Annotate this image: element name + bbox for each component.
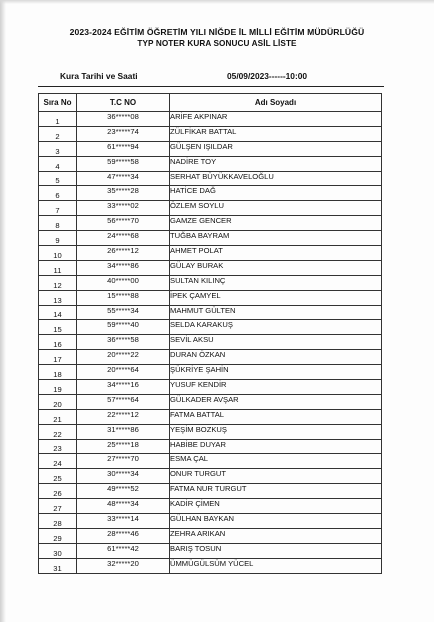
cell-tc-no: 32*****20	[77, 558, 170, 573]
cell-tc-no: 24*****68	[77, 231, 170, 246]
cell-sira-no: 15	[39, 320, 77, 335]
cell-tc-no: 35*****28	[77, 186, 170, 201]
header-tc-no: T.C NO	[77, 94, 170, 112]
cell-tc-no: 61*****94	[77, 141, 170, 156]
table-row	[39, 380, 382, 395]
cell-tc-no: 25*****18	[77, 439, 170, 454]
cell-sira-no: 9	[39, 231, 77, 246]
cell-tc-no: 28*****46	[77, 528, 170, 543]
table-header-row	[39, 94, 382, 112]
header-adi-soyadi: Adı Soyadı	[170, 94, 382, 112]
table-row	[39, 454, 382, 469]
cell-adi-soyadi: ZEHRA ARIKAN	[170, 528, 382, 543]
cell-sira-no: 25	[39, 469, 77, 484]
cell-sira-no: 28	[39, 514, 77, 529]
table-row	[39, 394, 382, 409]
cell-tc-no: 27*****70	[77, 454, 170, 469]
cell-sira-no: 29	[39, 528, 77, 543]
cell-tc-no: 20*****22	[77, 350, 170, 365]
table-row	[39, 112, 382, 127]
table-row	[39, 350, 382, 365]
cell-tc-no: 57*****64	[77, 394, 170, 409]
cell-tc-no: 49*****52	[77, 484, 170, 499]
cell-adi-soyadi: İPEK ÇAMYEL	[170, 290, 382, 305]
table-row	[39, 499, 382, 514]
cell-sira-no: 27	[39, 499, 77, 514]
table-row	[39, 275, 382, 290]
cell-sira-no: 3	[39, 141, 77, 156]
table-row	[39, 543, 382, 558]
cell-adi-soyadi: GÜLAY BURAK	[170, 260, 382, 275]
table-row	[39, 409, 382, 424]
cell-adi-soyadi: SULTAN KILINÇ	[170, 275, 382, 290]
cell-adi-soyadi: MAHMUT GÜLTEN	[170, 305, 382, 320]
cell-sira-no: 21	[39, 409, 77, 424]
header-sira-no: Sıra No	[39, 94, 77, 112]
cell-adi-soyadi: ONUR TURGUT	[170, 469, 382, 484]
cell-adi-soyadi: ESMA ÇAL	[170, 454, 382, 469]
cell-adi-soyadi: FATMA NUR TURGUT	[170, 484, 382, 499]
kura-divider	[38, 86, 384, 87]
cell-tc-no: 22*****12	[77, 409, 170, 424]
cell-sira-no: 31	[39, 558, 77, 573]
table-row	[39, 439, 382, 454]
cell-adi-soyadi: HABİBE DUYAR	[170, 439, 382, 454]
table-row	[39, 141, 382, 156]
cell-sira-no: 17	[39, 350, 77, 365]
cell-tc-no: 40*****00	[77, 275, 170, 290]
cell-tc-no: 33*****02	[77, 201, 170, 216]
table-row	[39, 260, 382, 275]
cell-adi-soyadi: ŞÜKRİYE ŞAHİN	[170, 365, 382, 380]
cell-tc-no: 55*****34	[77, 305, 170, 320]
cell-sira-no: 11	[39, 260, 77, 275]
table-row	[39, 320, 382, 335]
cell-tc-no: 26*****12	[77, 246, 170, 261]
cell-sira-no: 19	[39, 380, 77, 395]
cell-sira-no: 1	[39, 112, 77, 127]
table-row	[39, 171, 382, 186]
cell-tc-no: 31*****86	[77, 424, 170, 439]
cell-sira-no: 22	[39, 424, 77, 439]
cell-tc-no: 56*****70	[77, 216, 170, 231]
cell-sira-no: 26	[39, 484, 77, 499]
cell-tc-no: 33*****14	[77, 514, 170, 529]
cell-adi-soyadi: AHMET POLAT	[170, 246, 382, 261]
cell-tc-no: 61*****42	[77, 543, 170, 558]
cell-sira-no: 7	[39, 201, 77, 216]
cell-sira-no: 24	[39, 454, 77, 469]
cell-adi-soyadi: GÜLŞEN IŞILDAR	[170, 141, 382, 156]
cell-tc-no: 15*****88	[77, 290, 170, 305]
table-row	[39, 186, 382, 201]
table-row	[39, 514, 382, 529]
cell-adi-soyadi: TUĞBA BAYRAM	[170, 231, 382, 246]
table-row	[39, 484, 382, 499]
table-row	[39, 156, 382, 171]
cell-tc-no: 48*****34	[77, 499, 170, 514]
cell-adi-soyadi: SEVİL AKSU	[170, 335, 382, 350]
table-row	[39, 365, 382, 380]
cell-tc-no: 59*****58	[77, 156, 170, 171]
cell-tc-no: 47*****34	[77, 171, 170, 186]
table-row	[39, 528, 382, 543]
kura-date-label: Kura Tarihi ve Saati	[60, 71, 138, 81]
cell-adi-soyadi: BARIŞ TOSUN	[170, 543, 382, 558]
cell-adi-soyadi: YEŞİM BOZKUŞ	[170, 424, 382, 439]
table-row	[39, 231, 382, 246]
table-row	[39, 126, 382, 141]
cell-tc-no: 36*****08	[77, 112, 170, 127]
cell-sira-no: 30	[39, 543, 77, 558]
table-row	[39, 216, 382, 231]
cell-adi-soyadi: DURAN ÖZKAN	[170, 350, 382, 365]
result-table	[38, 93, 382, 574]
cell-sira-no: 4	[39, 156, 77, 171]
cell-sira-no: 5	[39, 171, 77, 186]
cell-adi-soyadi: ZÜLFİKAR BATTAL	[170, 126, 382, 141]
cell-sira-no: 10	[39, 246, 77, 261]
table-row	[39, 424, 382, 439]
cell-tc-no: 30*****34	[77, 469, 170, 484]
table-row	[39, 335, 382, 350]
table-row	[39, 469, 382, 484]
cell-adi-soyadi: NADİRE TOY	[170, 156, 382, 171]
cell-sira-no: 2	[39, 126, 77, 141]
kura-date-value: 05/09/2023------10:00	[227, 71, 308, 81]
table-body	[39, 112, 382, 574]
cell-tc-no: 34*****16	[77, 380, 170, 395]
cell-sira-no: 6	[39, 186, 77, 201]
page-edge-shadow	[0, 0, 6, 622]
cell-adi-soyadi: YUSUF KENDİR	[170, 380, 382, 395]
table-row	[39, 201, 382, 216]
cell-adi-soyadi: ARİFE AKPINAR	[170, 112, 382, 127]
cell-adi-soyadi: GAMZE GENCER	[170, 216, 382, 231]
cell-sira-no: 12	[39, 275, 77, 290]
table-row	[39, 558, 382, 573]
cell-adi-soyadi: FATMA BATTAL	[170, 409, 382, 424]
cell-sira-no: 8	[39, 216, 77, 231]
cell-adi-soyadi: HATİCE DAĞ	[170, 186, 382, 201]
table-row	[39, 246, 382, 261]
cell-adi-soyadi: SERHAT BÜYÜKKAVELOĞLU	[170, 171, 382, 186]
cell-sira-no: 13	[39, 290, 77, 305]
table-row	[39, 290, 382, 305]
cell-sira-no: 23	[39, 439, 77, 454]
document-subtitle: TYP NOTER KURA SONUCU ASİL LİSTE	[137, 39, 297, 48]
cell-adi-soyadi: GÜLKADER AVŞAR	[170, 394, 382, 409]
cell-tc-no: 23*****74	[77, 126, 170, 141]
cell-adi-soyadi: SELDA KARAKUŞ	[170, 320, 382, 335]
cell-tc-no: 34*****86	[77, 260, 170, 275]
cell-sira-no: 20	[39, 394, 77, 409]
cell-tc-no: 36*****58	[77, 335, 170, 350]
page-top-shadow	[0, 0, 434, 4]
cell-sira-no: 14	[39, 305, 77, 320]
table-row	[39, 305, 382, 320]
cell-tc-no: 20*****64	[77, 365, 170, 380]
cell-sira-no: 16	[39, 335, 77, 350]
cell-adi-soyadi: KADİR ÇİMEN	[170, 499, 382, 514]
cell-adi-soyadi: GÜLHAN BAYKAN	[170, 514, 382, 529]
cell-adi-soyadi: ÜMMÜGÜLSÜM YÜCEL	[170, 558, 382, 573]
cell-sira-no: 18	[39, 365, 77, 380]
cell-tc-no: 59*****40	[77, 320, 170, 335]
cell-adi-soyadi: ÖZLEM SOYLU	[170, 201, 382, 216]
document-title: 2023-2024 EĞİTİM ÖĞRETİM YILI NİĞDE İL MİLLİ EĞİTİM MÜDÜRLÜĞÜ	[69, 27, 365, 37]
